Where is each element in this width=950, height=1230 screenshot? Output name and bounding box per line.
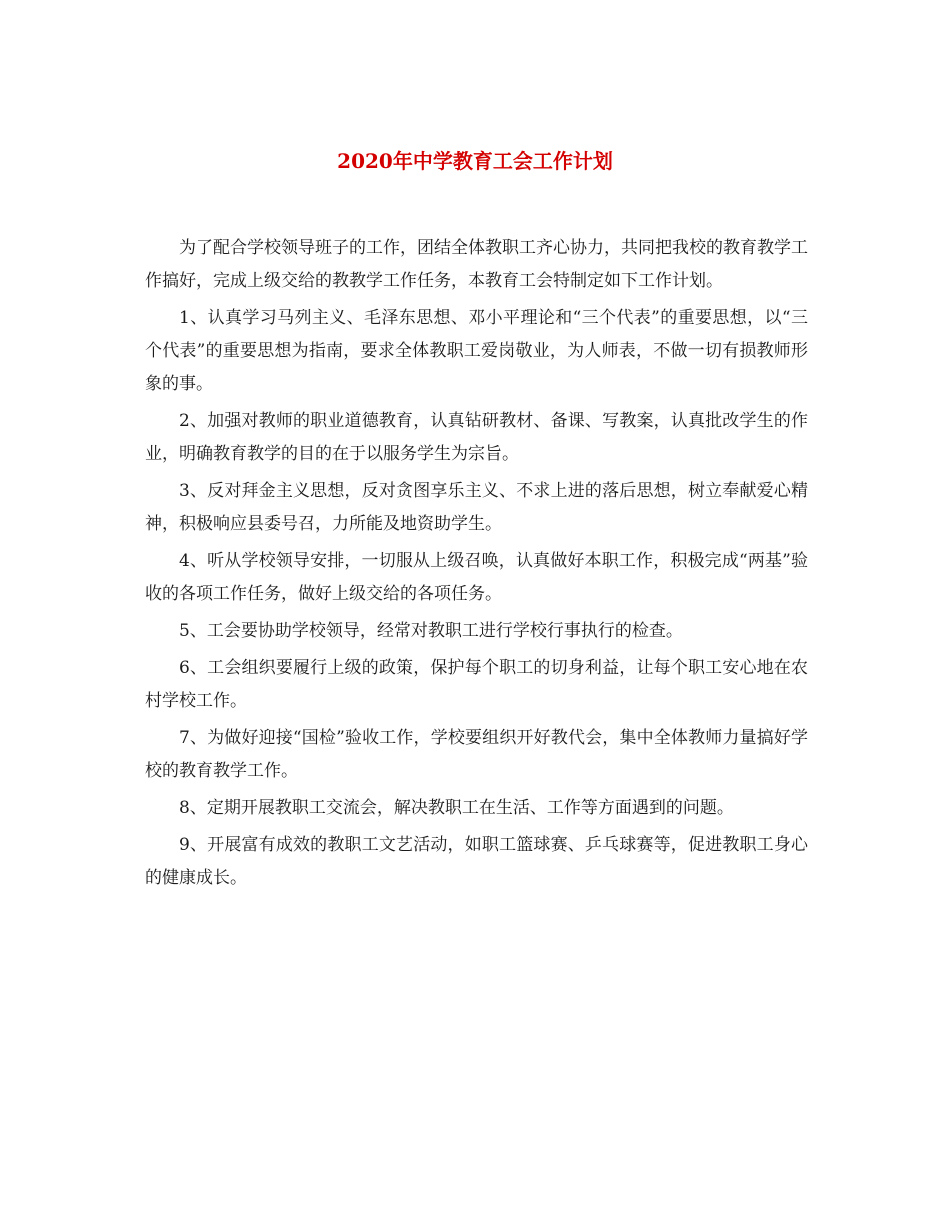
plan-item-4: 4、听从学校领导安排，一切服从上级召唤，认真做好本职工作，积极完成“两基”验收的各项工作任务，做好上级交给的各项任务。 [145, 551, 808, 604]
document-body [145, 232, 808, 899]
intro-paragraph: 为了配合学校领导班子的工作，团结全体教职工齐心协力，共同把我校的教育教学工作搞好，完成上级交给的教教学工作任务，本教育工会特制定如下工作计划。 [145, 238, 808, 291]
plan-item-7: 7、为做好迎接“国检”验收工作，学校要组织开好教代会，集中全体教师力量搞好学校的教育教学工作。 [145, 728, 808, 781]
plan-item-2: 2、加强对教师的职业道德教育，认真钻研教材、备课、写教案，认真批改学生的作业，明确教育教学的目的在于以服务学生为宗旨。 [145, 411, 808, 464]
plan-item-3: 3、反对拜金主义思想，反对贪图享乐主义、不求上进的落后思想，树立奉献爱心精神，积极响应县委号召，力所能及地资助学生。 [145, 481, 808, 534]
plan-item-6: 6、工会组织要履行上级的政策，保护每个职工的切身利益，让每个职工安心地在农村学校工作。 [145, 658, 808, 711]
plan-item-1: 1、认真学习马列主义、毛泽东思想、邓小平理论和“三个代表”的重要思想，以“三个代表”的重要思想为指南，要求全体教职工爱岗敬业，为人师表，不做一切有损教师形象的事。 [145, 308, 808, 394]
plan-item-9: 9、开展富有成效的教职工文艺活动，如职工篮球赛、乒乓球赛等，促进教职工身心的健康成长。 [145, 835, 808, 888]
document-title: 2020年中学教育工会工作计划 [337, 149, 613, 173]
plan-item-8: 8、定期开展教职工交流会，解决教职工在生活、工作等方面遇到的问题。 [179, 798, 734, 818]
plan-item-5: 5、工会要协助学校领导，经常对教职工进行学校行事执行的检查。 [179, 621, 683, 641]
